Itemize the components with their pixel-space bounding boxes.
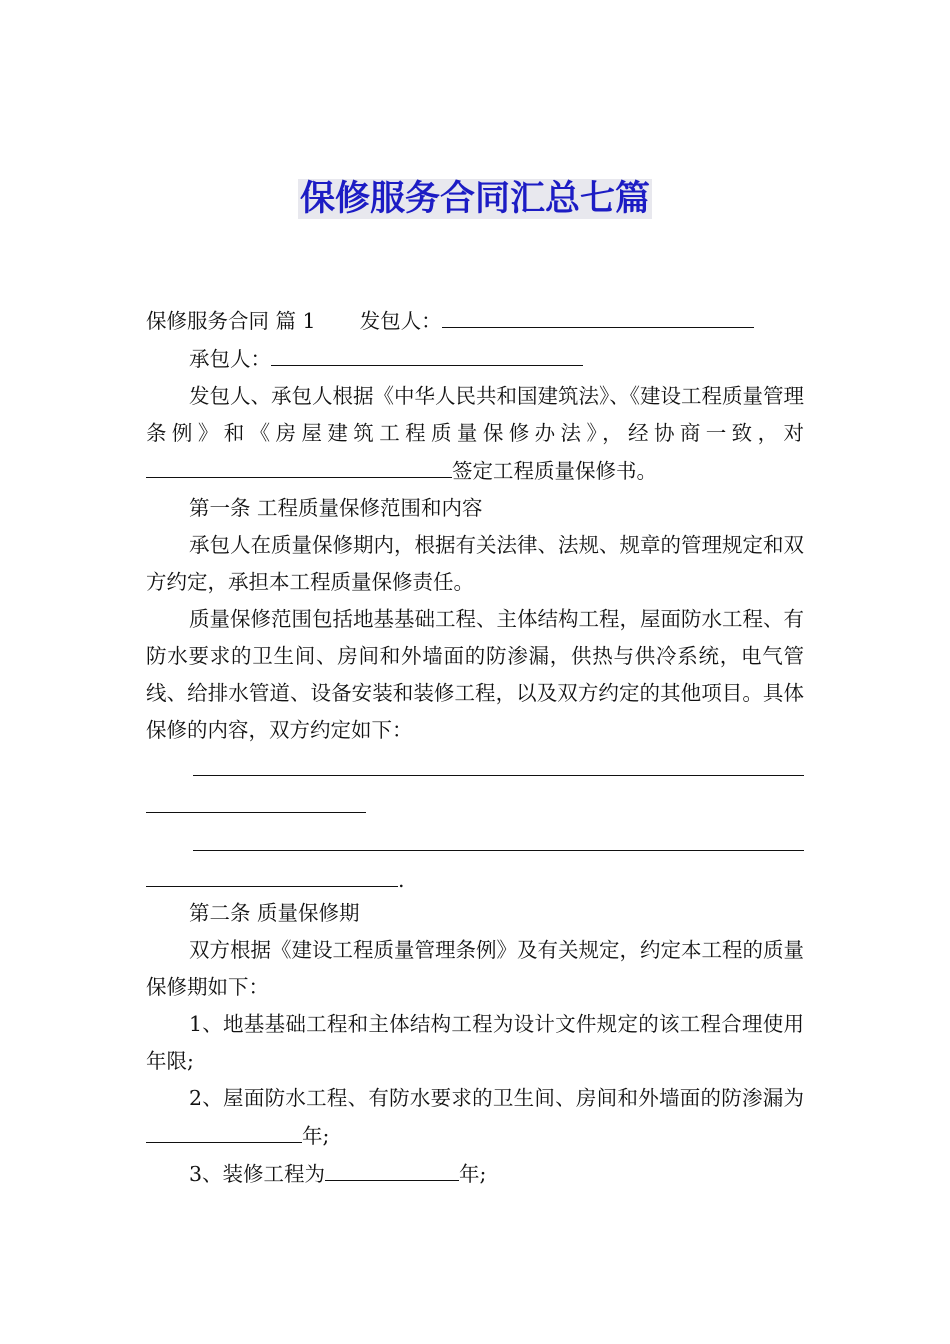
list-item-3-unit: 年; xyxy=(459,1162,487,1186)
party-b-line xyxy=(146,340,804,378)
project-name-blank xyxy=(146,452,452,478)
article1-title: 第一条 工程质量保修范围和内容 xyxy=(189,496,483,520)
list-item-3-text: 3、装修工程为 xyxy=(189,1162,326,1186)
content-blank-1 xyxy=(146,749,804,813)
party-a-line xyxy=(146,302,804,340)
article1-paragraph-1: 承包人在质量保修期内，根据有关法律、法规、规章的管理规定和双方约定，承担本工程质量保修责任。 xyxy=(146,533,804,594)
document-title xyxy=(0,176,950,222)
list-item-2-unit: 年; xyxy=(302,1124,330,1148)
blank-line xyxy=(146,861,398,887)
party-a-blank xyxy=(442,302,754,328)
blank-line xyxy=(193,824,804,851)
intro-text: 发包人、承包人根据《中华人民共和国建筑法》、《建设工程质量管理条例》和《房屋建筑工程质量保修办法》，经协商一致，对 xyxy=(146,384,804,445)
intro-text-end: 签定工程质量保修书。 xyxy=(452,459,657,483)
party-a-label: 发包人： xyxy=(359,309,442,333)
list-item-1: 1、地基基础工程和主体结构工程为设计文件规定的该工程合理使用年限; xyxy=(146,1012,804,1073)
article2-title: 第二条 质量保修期 xyxy=(189,901,360,925)
period-mark: . xyxy=(398,868,405,892)
years-blank-2 xyxy=(325,1155,459,1181)
article-heading: 保修服务合同 篇 1 xyxy=(146,309,316,333)
list-item-3 xyxy=(146,1155,804,1193)
list-item-2-text: 2、屋面防水工程、有防水要求的卫生间、房间和外墙面的防渗漏为 xyxy=(189,1086,804,1110)
content-blank-2 xyxy=(146,824,804,892)
list-item-2 xyxy=(146,1080,804,1155)
party-b-label: 承包人： xyxy=(189,347,271,371)
intro-paragraph xyxy=(146,378,804,490)
blank-line xyxy=(193,749,804,776)
document-body xyxy=(146,302,804,1193)
party-b-blank xyxy=(271,340,583,366)
blank-line xyxy=(146,786,366,813)
article1-paragraph-2: 质量保修范围包括地基基础工程、主体结构工程，屋面防水工程、有防水要求的卫生间、房间和外墙面的防渗漏，供热与供冷系统，电气管线、给排水管道、设备安装和装修工程，以及双方约定的其他项目。具体保修的内容，双方约定如下： xyxy=(146,607,804,742)
article2-paragraph-1: 双方根据《建设工程质量管理条例》及有关规定，约定本工程的质量保修期如下： xyxy=(146,938,804,999)
document-title-text: 保修服务合同汇总七篇 xyxy=(299,179,650,219)
years-blank-1 xyxy=(146,1117,302,1143)
